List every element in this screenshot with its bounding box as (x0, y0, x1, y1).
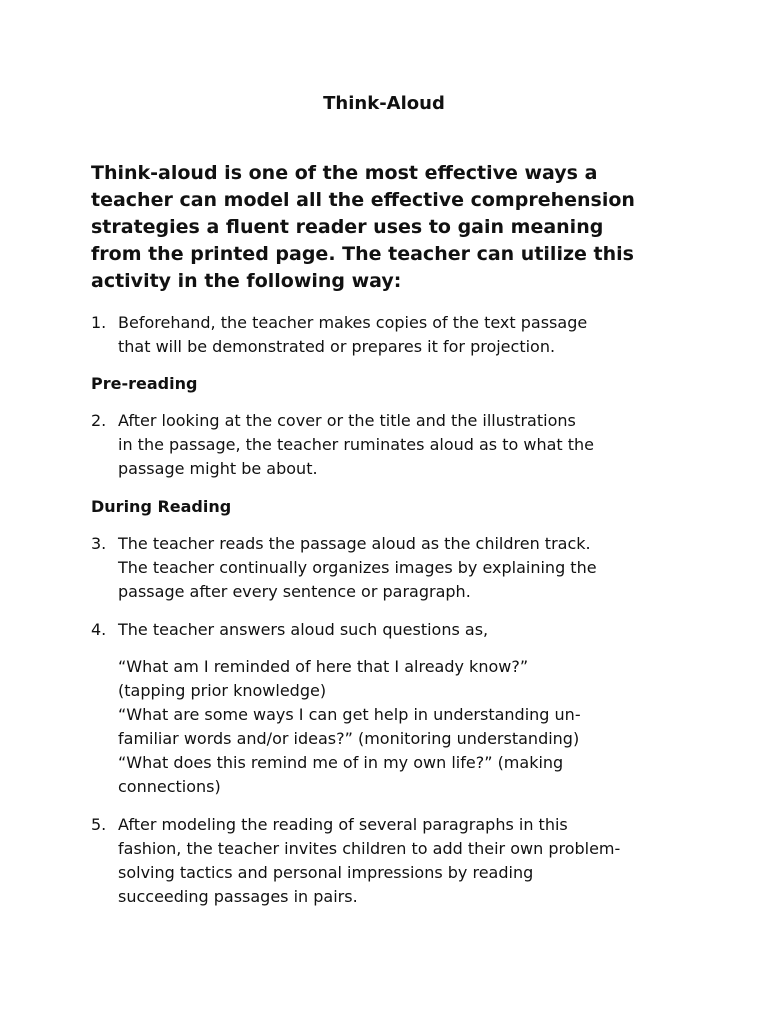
list-number: 5. (91, 815, 107, 834)
list-item-line: succeeding passages in pairs. (118, 887, 358, 906)
list-item-3 (91, 532, 711, 604)
list-number: 3. (91, 534, 107, 553)
list-item-line: that will be demonstrated or prepares it for projection. (118, 337, 556, 356)
intro-line: activity in the following way: (91, 270, 402, 292)
list-item-body (118, 311, 711, 359)
list-item-body (118, 409, 711, 481)
list-item-body (118, 618, 711, 642)
list-number: 1. (91, 313, 107, 332)
section-heading-during-reading: During Reading (91, 497, 232, 516)
list-item-line: The teacher reads the passage aloud as the children track. (118, 534, 591, 553)
list-item-body (118, 813, 711, 909)
list-item-line: After looking at the cover or the title and the illustrations (118, 411, 576, 430)
list-item-line: After modeling the reading of several paragraphs in this (118, 815, 568, 834)
list-item-line: The teacher continually organizes images by explaining the (118, 558, 597, 577)
question-line: “What am I reminded of here that I already know?” (118, 657, 529, 676)
intro-paragraph (91, 160, 711, 295)
list-item-line: Beforehand, the teacher makes copies of the text passage (118, 313, 588, 332)
question-line: “What are some ways I can get help in understanding un- (118, 705, 581, 724)
list-item-2 (91, 409, 711, 481)
example-questions (118, 655, 718, 799)
page-title: Think-Aloud (323, 93, 445, 114)
question-line: familiar words and/or ideas?” (monitoring understanding) (118, 729, 580, 748)
list-item-line: The teacher answers aloud such questions as, (118, 620, 489, 639)
list-item-line: solving tactics and personal impressions by reading (118, 863, 534, 882)
intro-line: Think-aloud is one of the most effective ways a (91, 162, 598, 184)
question-line: “What does this remind me of in my own life?” (making (118, 753, 564, 772)
list-item-4 (91, 618, 711, 642)
question-line: (tapping prior knowledge) (118, 681, 327, 700)
list-item-line: passage after every sentence or paragraph. (118, 582, 471, 601)
list-number: 4. (91, 620, 107, 639)
list-item-5 (91, 813, 711, 909)
list-item-line: passage might be about. (118, 459, 318, 478)
section-heading-pre-reading: Pre-reading (91, 374, 198, 393)
list-item-1 (91, 311, 711, 359)
intro-line: from the printed page. The teacher can utilize this (91, 243, 634, 265)
question-line: connections) (118, 777, 221, 796)
intro-line: teacher can model all the effective comprehension (91, 189, 635, 211)
list-number: 2. (91, 411, 107, 430)
list-item-body (118, 532, 711, 604)
list-item-line: fashion, the teacher invites children to add their own problem- (118, 839, 621, 858)
list-item-line: in the passage, the teacher ruminates aloud as to what the (118, 435, 595, 454)
intro-line: strategies a fluent reader uses to gain meaning (91, 216, 604, 238)
